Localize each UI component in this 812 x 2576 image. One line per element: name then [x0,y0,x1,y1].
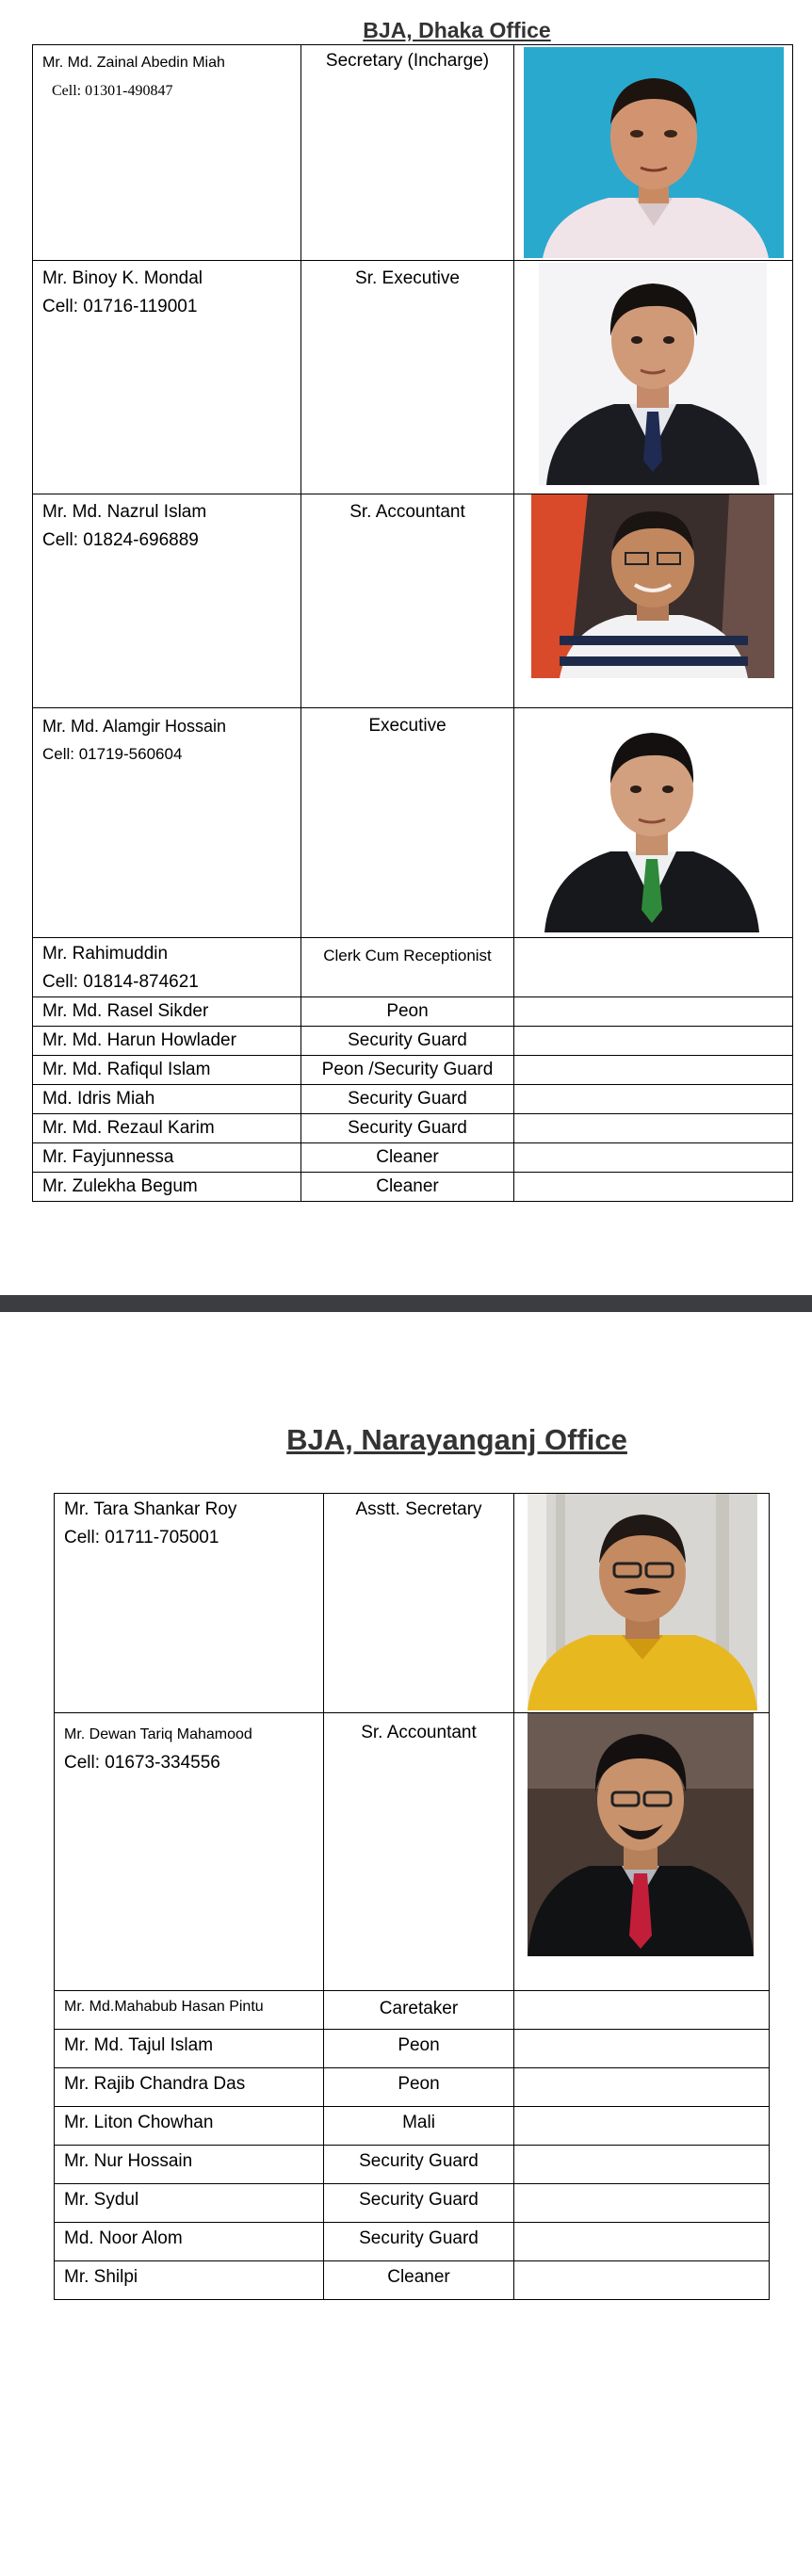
staff-designation: Peon [398,2035,440,2055]
staff-cell: Cell: 01673-334556 [64,1753,220,1773]
table-row [33,708,793,938]
staff-designation: Executive [368,716,447,736]
table-row [55,2261,770,2300]
staff-name: Mr. Zulekha Begum [42,1176,198,1196]
table-row [55,2068,770,2107]
staff-name: Mr. Rahimuddin [42,944,169,964]
staff-name: Mr. Fayjunnessa [42,1147,174,1167]
staff-designation: Security Guard [359,2151,479,2171]
table-row [55,2184,770,2223]
dhaka-office-title: BJA, Dhaka Office [363,18,551,42]
table-row [55,2107,770,2146]
table-row [33,1056,793,1085]
staff-cell: Cell: 01711-705001 [64,1528,219,1547]
staff-photo [528,1713,754,1956]
staff-designation: Peon [386,1001,429,1021]
staff-name: Mr. Md. Nazrul Islam [42,502,207,522]
staff-designation: Mali [402,2113,435,2132]
staff-designation: Clerk Cum Receptionist [323,947,492,964]
staff-designation: Cleaner [376,1176,439,1196]
staff-photo [539,708,765,932]
staff-designation: Sr. Executive [355,268,460,288]
table-row [33,1173,793,1202]
staff-designation: Sr. Accountant [361,1723,477,1742]
staff-designation: Security Guard [348,1089,467,1109]
table-row [33,1143,793,1173]
staff-cell: Cell: 01719-560604 [42,745,183,763]
staff-photo [524,47,784,258]
table-row [55,1713,770,1991]
table-row [55,1494,770,1713]
page-narayanganj-office [0,1312,812,2576]
table-row [33,261,793,494]
staff-designation: Security Guard [359,2228,479,2248]
staff-name: Mr. Sydul [64,2190,139,2210]
narayanganj-staff-table [54,1493,770,2300]
staff-name: Mr. Nur Hossain [64,2151,193,2171]
staff-name: Mr. Rajib Chandra Das [64,2074,246,2094]
staff-designation: Caretaker [379,1999,459,2018]
table-row [33,45,793,261]
staff-name: Mr. Md. Rezaul Karim [42,1118,215,1138]
staff-name: Mr. Md. Rasel Sikder [42,1001,209,1021]
staff-cell: Cell: 01301-490847 [52,83,173,99]
table-row [33,938,793,997]
staff-name: Mr. Md. Harun Howlader [42,1030,236,1050]
staff-cell: Cell: 01716-119001 [42,297,198,316]
staff-name: Mr. Md.Mahabub Hasan Pintu [64,1999,264,2015]
table-row [33,1027,793,1056]
staff-name: Md. Noor Alom [64,2228,183,2248]
staff-designation: Sr. Accountant [349,502,465,522]
staff-designation: Cleaner [376,1147,439,1167]
staff-designation: Cleaner [387,2267,450,2287]
staff-name: Mr. Md. Zainal Abedin Miah [42,55,225,71]
narayanganj-office-title: BJA, Narayanganj Office [286,1423,627,1456]
table-row [55,2223,770,2261]
staff-name: Md. Idris Miah [42,1089,155,1109]
staff-photo [531,494,774,678]
staff-name: Mr. Dewan Tariq Mahamood [64,1726,252,1742]
staff-designation: Security Guard [348,1118,467,1138]
staff-photo [528,1494,757,1710]
table-row [55,1991,770,2030]
table-row [33,1114,793,1143]
staff-designation: Security Guard [348,1030,467,1050]
table-row [55,2146,770,2184]
staff-cell: Cell: 01814-874621 [42,972,199,992]
page-separator [0,1295,812,1312]
staff-name: Mr. Shilpi [64,2267,138,2287]
staff-cell: Cell: 01824-696889 [42,530,199,550]
table-row [33,1085,793,1114]
staff-name: Mr. Md. Alamgir Hossain [42,717,227,736]
staff-photo [539,263,767,485]
staff-designation: Secretary (Incharge) [325,51,490,71]
staff-designation: Asstt. Secretary [355,1499,482,1519]
staff-designation: Peon /Security Guard [321,1060,494,1079]
table-row [33,997,793,1027]
table-row [55,2030,770,2068]
staff-name: Mr. Binoy K. Mondal [42,268,203,288]
table-row [33,494,793,708]
staff-name: Mr. Md. Rafiqul Islam [42,1060,211,1079]
dhaka-staff-table [32,44,793,1202]
staff-designation: Peon [398,2074,440,2094]
staff-name: Mr. Liton Chowhan [64,2113,214,2132]
staff-name: Mr. Tara Shankar Roy [64,1499,237,1519]
staff-designation: Security Guard [359,2190,479,2210]
staff-name: Mr. Md. Tajul Islam [64,2035,214,2055]
